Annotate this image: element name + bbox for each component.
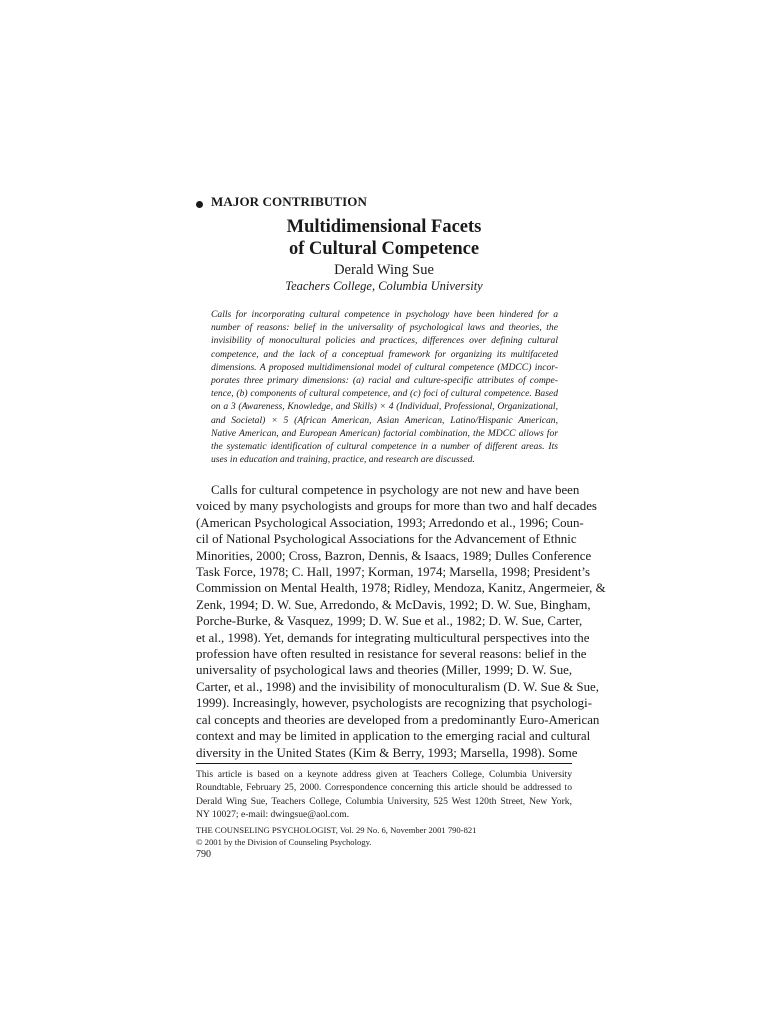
body-line: cal concepts and theories are developed from a predominantly Euro-American [196,712,600,727]
body-line: Zenk, 1994; D. W. Sue, Arredondo, & McDavis, 1992; D. W. Sue, Bingham, [196,597,591,612]
footnote-line: NY 10027; e-mail: dwingsue@aol.com. [196,809,350,821]
body-paragraph [196,482,606,761]
title-line: of Cultural Competence [288,239,480,259]
abstract-line: number of reasons: belief in the universality of psychological laws and theories, the [211,322,558,334]
body-line: Porche-Burke, & Vasquez, 1999; D. W. Sue et al., 1982; D. W. Sue, Carter, [196,614,583,629]
body-line: universality of psychological laws and theories (Miller, 1999; D. W. Sue, [196,663,573,678]
footnote-divider [196,763,572,764]
section-label-text: MAJOR CONTRIBUTION [211,194,368,209]
body-line: voiced by many psychologists and groups for more than two and half decades [196,499,597,514]
abstract-line: invisibility of monocultural policies and practices, differences over defining cultural [211,335,558,347]
abstract-line: competence, and the lack of a conceptual framework for organizing its multifaceted [211,348,558,360]
body-line: Commission on Mental Health, 1978; Ridley, Mendoza, Kanitz, Angermeier, & [196,581,606,596]
title-line: Multidimensional Facets [286,217,482,237]
abstract [211,308,558,466]
abstract-line: porates three primary dimensions: (a) racial and culture-specific attributes of compe- [211,375,558,387]
body-line: Minorities, 2000; Cross, Bazron, Dennis, & Isaacs, 1989; Dulles Conference [196,548,592,563]
author-footnote [196,768,572,822]
abstract-line: Native American, and European American) factorial combination, the MDCC allows for [211,427,558,439]
body-line: cil of National Psychological Associations for the Advancement of Ethnic [196,532,577,547]
journal-citation: THE COUNSELING PSYCHOLOGIST, Vol. 29 No. 6, November 2001 790-821 [196,825,477,835]
body-line: 1999). Increasingly, however, psychologists are recognizing that psychologi- [196,696,593,711]
footnote-line: This article is based on a keynote address given at Teachers College, Columbia University [196,769,572,780]
body-line: diversity in the United States (Kim & Berry, 1993; Marsella, 1998). Some [196,745,578,760]
body-line: et al., 1998). Yet, demands for integrating multicultural perspectives into the [196,630,590,645]
abstract-line: the systematic identification of cultural competence in a number of different areas. Its [211,441,558,453]
journal-info [196,824,476,861]
article-title [196,216,572,260]
body-line: Task Force, 1978; C. Hall, 1997; Korman, 1974; Marsella, 1998; President’s [196,565,591,580]
footnote-line: Derald Wing Sue, Teachers College, Columbia University, 525 West 120th Street, New York, [196,795,572,807]
abstract-line: and Societal) × 5 (African American, Asian American, Latino/Hispanic American, [211,414,558,426]
body-line: Calls for cultural competence in psychology are not new and have been [211,483,580,497]
abstract-line: dimensions. A proposed multidimensional model of cultural competence (MDCC) incor- [211,361,558,373]
abstract-line: tence, (b) components of cultural competence, and (c) foci of cultural competence. Based [211,388,558,400]
author-affiliation: Teachers College, Columbia University [285,279,483,293]
author-name: Derald Wing Sue [334,262,434,278]
body-line: Carter, et al., 1998) and the invisibility of monoculturalism (D. W. Sue & Sue, [196,679,599,694]
footnote-line: Roundtable, February 25, 2000. Correspondence concerning this article should be addressed to [196,782,572,794]
abstract-line: on a 3 (Awareness, Knowledge, and Skills) × 4 (Individual, Professional, Organizational, [211,401,558,413]
section-label [196,194,367,210]
body-line: (American Psychological Association, 1993; Arredondo et al., 1996; Coun- [196,515,584,530]
abstract-line: Calls for incorporating cultural competence in psychology have been hindered for a [211,309,558,320]
bullet-icon [196,201,203,208]
body-line: profession have often resulted in resistance for several reasons: belief in the [196,647,587,662]
page-number: 790 [196,849,211,860]
copyright-notice: © 2001 by the Division of Counseling Psychology. [196,837,372,847]
body-line: context and may be limited in application to the emerging racial and cultural [196,729,591,744]
abstract-line: uses in education and training, practice, and research are discussed. [211,454,475,466]
